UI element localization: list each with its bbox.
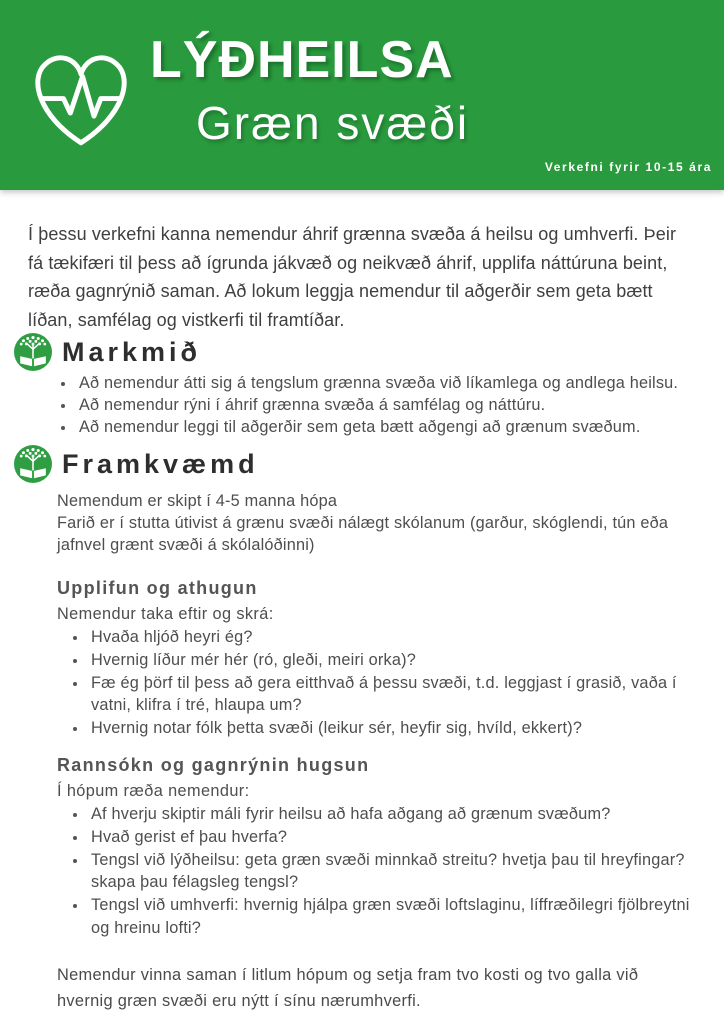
list-item: • Hvernig líður mér hér (ró, gleði, meiri orka)? bbox=[88, 649, 704, 672]
audience-label: Verkefni fyrir 10-15 ára bbox=[544, 160, 712, 174]
framkvaemd-line-2: Farið er í stutta útivist á grænu svæði nálægt skólanum (garður, skóglendi, tún eða jafnvel grænt svæði á skólalóðinni) bbox=[57, 514, 669, 554]
list-item: • Af hverju skiptir máli fyrir heilsu að hafa aðgang að grænum svæðum? bbox=[88, 803, 704, 826]
list-item: • Fæ ég þörf til þess að gera eitthvað á þessu svæði, t.d. leggjast í grasið, vaða í vatni, klifra í tré, hlaupa um? bbox=[88, 672, 704, 718]
page-subtitle: Græn svæði bbox=[196, 97, 470, 149]
eco-tree-book-icon bbox=[14, 333, 52, 371]
upplifun-lead: Nemendur taka eftir og skrá: bbox=[57, 605, 274, 623]
page-title: LÝÐHEILSA bbox=[150, 31, 454, 89]
list-item: • Að nemendur átti sig á tengslum grænna svæða við líkamlega og andlega heilsu. bbox=[76, 372, 704, 394]
list-item: • Hvernig notar fólk þetta svæði (leikur sér, heyfir sig, hvíld, ekkert)? bbox=[88, 717, 704, 740]
document-body bbox=[0, 220, 724, 1014]
rannsokn-bullet-list bbox=[88, 803, 704, 940]
subsection-rannsokn-heading: Rannsókn og gagnrýnin hugsun bbox=[57, 754, 370, 775]
closing-paragraph: Nemendur vinna saman í litlum hópum og setja fram tvo kosti og tvo galla við hvernig græn svæði eru nýtt í sínu nærumhverfi. bbox=[57, 965, 639, 1010]
list-item: • Hvaða hljóð heyri ég? bbox=[88, 626, 704, 649]
list-item: • Að nemendur leggi til aðgerðir sem geta bætt aðgengi að grænum svæðum. bbox=[76, 416, 704, 438]
rannsokn-lead: Í hópum ræða nemendur: bbox=[57, 781, 250, 800]
eco-tree-book-icon bbox=[14, 445, 52, 483]
section-markmid-heading bbox=[14, 334, 704, 370]
intro-paragraph: Í þessu verkefni kanna nemendur áhrif grænna svæða á heilsu og umhverfi. Þeir fá tækifæri til þess að ígrunda jákvæð og neikvæð áhrif, upplifa náttúruna beint, ræða gagnrýnið saman. Að lokum leggja nemendur til aðgerðir sem geta bætt líðan, samfélag og vistkerfi til framtíðar. bbox=[28, 224, 677, 330]
header-banner bbox=[0, 0, 724, 190]
markmid-bullet-list bbox=[76, 372, 704, 438]
list-item: • Tengsl við umhverfi: hvernig hjálpa græn svæði loftslaginu, líffræðilegri fjölbreytni og hreinu lofti? bbox=[88, 894, 704, 940]
section-framkvaemd-heading bbox=[14, 446, 704, 482]
list-item: • Tengsl við lýðheilsu: geta græn svæði minnkað streitu? hvetja þau til hreyfingar? skapa þau félagsleg tengsl? bbox=[88, 849, 704, 895]
section-title-framkvaemd: Framkvæmd bbox=[62, 448, 259, 479]
list-item: • Að nemendur rýni í áhrif grænna svæða á samfélag og náttúru. bbox=[76, 394, 704, 416]
list-item: • Hvað gerist ef þau hverfa? bbox=[88, 826, 704, 849]
subsection-upplifun-heading: Upplifun og athugun bbox=[57, 578, 258, 598]
section-title-markmid: Markmið bbox=[62, 336, 202, 367]
framkvaemd-line-1: Nemendum er skipt í 4-5 manna hópa bbox=[57, 492, 338, 510]
heart-pulse-icon bbox=[20, 30, 142, 163]
upplifun-bullet-list bbox=[88, 626, 704, 740]
framkvaemd-description bbox=[57, 490, 697, 556]
